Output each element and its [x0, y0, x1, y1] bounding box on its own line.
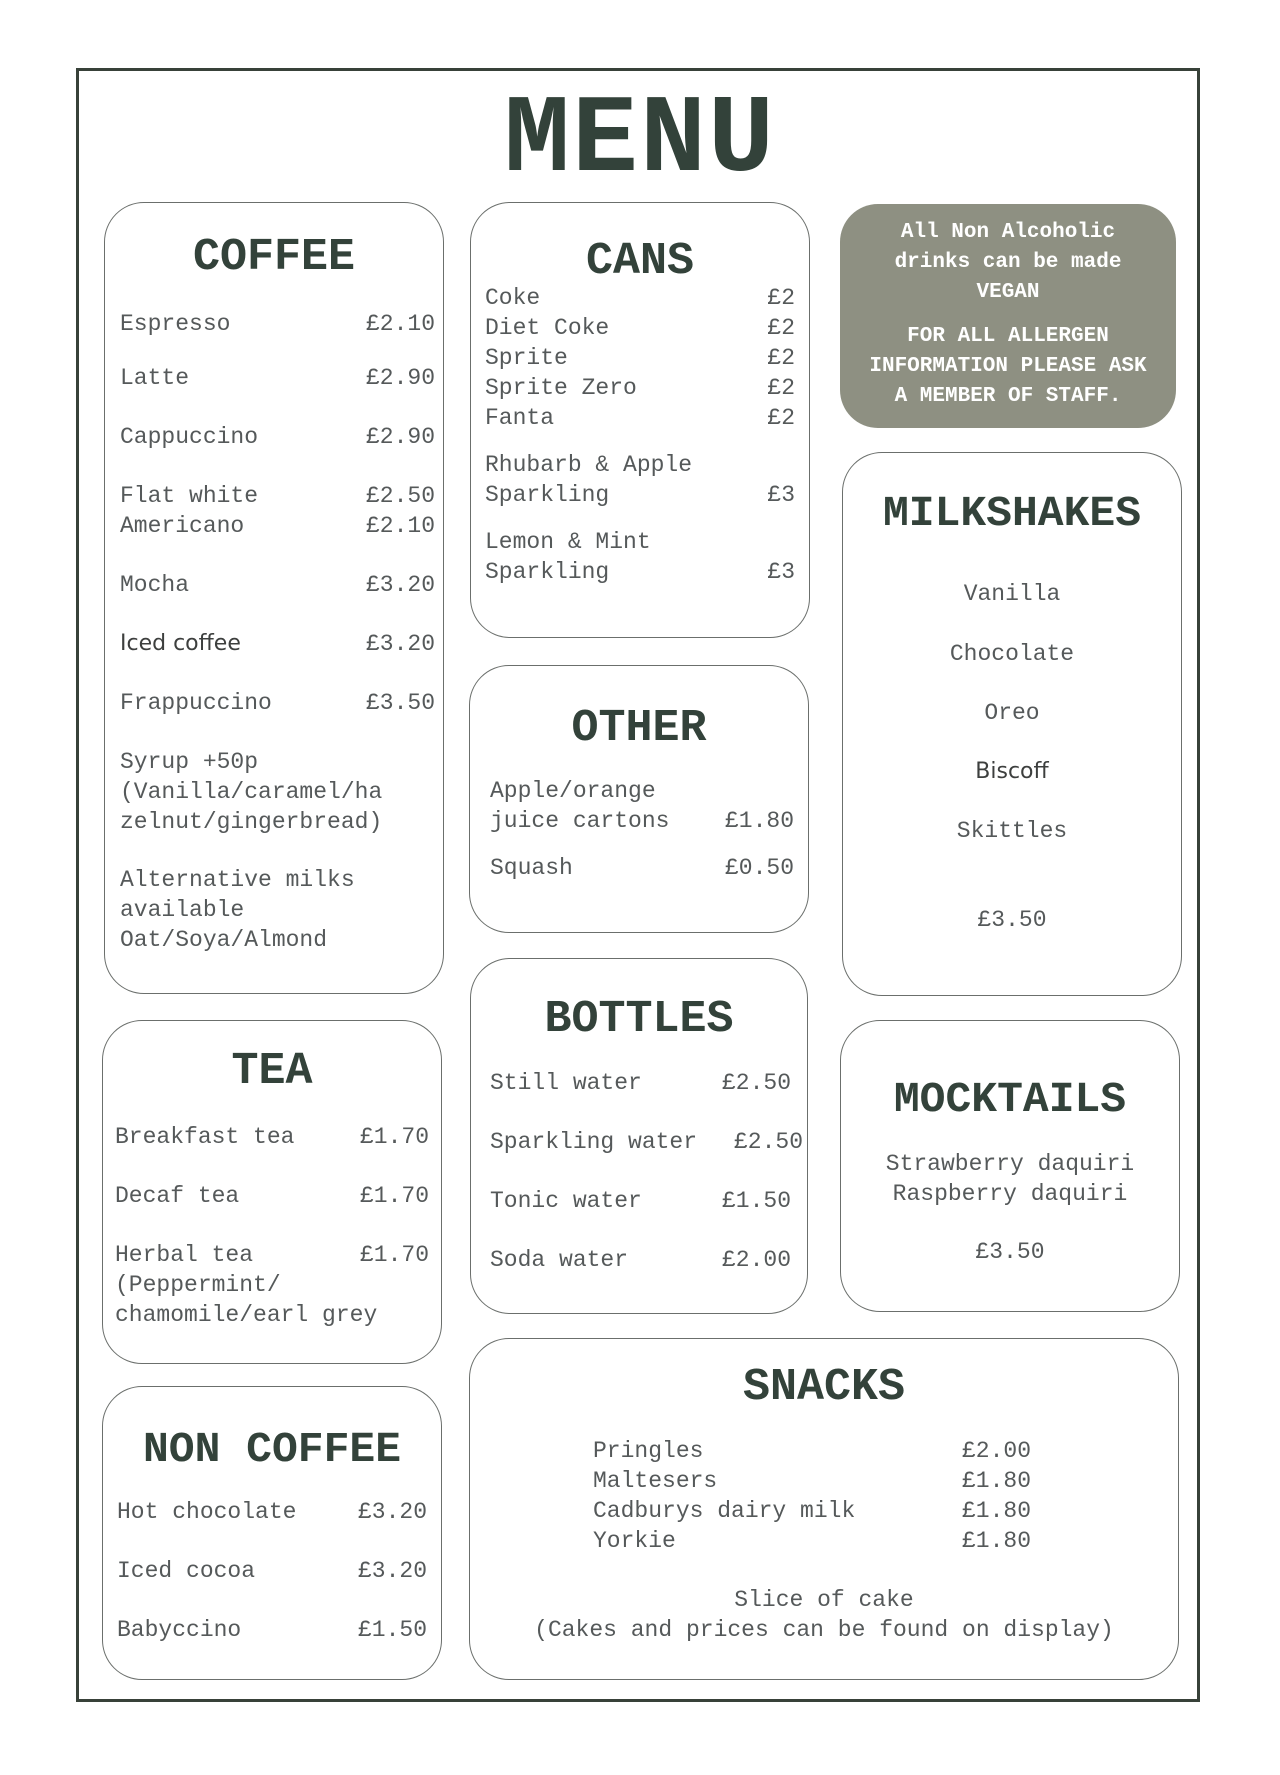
tea-heading: TEA	[231, 1046, 313, 1097]
cans-item-name: Diet Coke	[485, 315, 610, 341]
tea-item-price: £1.70	[359, 1183, 429, 1209]
bottles-heading: BOTTLES	[544, 994, 734, 1045]
coffee-item-name: Frappuccino	[120, 690, 272, 716]
cans-item-price: £2	[767, 315, 795, 341]
cans-item-price: £3	[767, 559, 795, 585]
coffee-item-price: £2.90	[365, 365, 435, 391]
cans-item-price: £2	[767, 345, 795, 371]
menu-title: MENU	[503, 79, 777, 204]
milkshake-flavour: Skittles	[956, 818, 1068, 844]
other-item-name: Squash	[490, 855, 573, 881]
coffee-item-price: £3.50	[365, 690, 435, 716]
other-item-price: £0.50	[724, 855, 794, 881]
tea-item-name: Decaf tea	[115, 1183, 240, 1209]
bottles-section	[470, 958, 808, 1314]
mocktail-price: £3.50	[975, 1239, 1045, 1265]
alternative-milks-note: Alternative milks available Oat/Soya/Almond	[120, 867, 355, 953]
cans-item-price: £2	[767, 285, 795, 311]
non-coffee-heading: NON COFFEE	[142, 1425, 402, 1474]
snacks-item-price: £1.80	[962, 1468, 1032, 1494]
cans-heading: CANS	[585, 236, 695, 287]
coffee-item-price: £2.10	[365, 513, 435, 539]
vegan-note: All Non Alcoholic drinks can be made VEGAN	[894, 221, 1122, 304]
snacks-item-name: Pringles	[593, 1438, 704, 1464]
other-item-price: £1.80	[724, 808, 794, 834]
vegan-allergen-notice	[840, 204, 1176, 428]
snacks-item-name: Yorkie	[593, 1528, 676, 1554]
non-coffee-item-price: £3.20	[357, 1558, 427, 1584]
snacks-item-name: Cadburys dairy milk	[593, 1498, 856, 1524]
cans-item-name: Rhubarb & Apple Sparkling	[485, 452, 693, 508]
non-coffee-item-name: Iced cocoa	[117, 1558, 256, 1584]
non-coffee-item-name: Hot chocolate	[117, 1499, 297, 1525]
bottles-item-price: £2.00	[721, 1247, 791, 1273]
milkshakes-section	[842, 452, 1182, 996]
coffee-section	[104, 202, 444, 994]
cans-item-name: Sprite	[485, 345, 568, 371]
coffee-item-price: £2.90	[365, 424, 435, 450]
coffee-item-name: Cappuccino	[120, 424, 259, 450]
coffee-item-name: Mocha	[120, 572, 190, 598]
mocktails-heading: MOCKTAILS	[893, 1075, 1127, 1124]
other-section	[469, 665, 809, 933]
bottles-item-price: £1.50	[721, 1188, 791, 1214]
bottles-item-name: Soda water	[490, 1247, 629, 1273]
milkshake-flavour: Biscoff	[975, 759, 1049, 784]
coffee-heading: COFFEE	[192, 232, 356, 283]
bottles-item-name: Tonic water	[490, 1188, 642, 1214]
non-coffee-item-name: Babyccino	[117, 1617, 242, 1643]
coffee-item-name: Iced coffee	[120, 631, 241, 656]
cans-section	[470, 202, 810, 638]
tea-item-name: Breakfast tea	[115, 1124, 295, 1150]
coffee-item-name: Americano	[120, 513, 245, 539]
allergen-note: FOR ALL ALLERGEN INFORMATION PLEASE ASK A MEMBER OF STAFF.	[869, 325, 1147, 408]
milkshake-price: £3.50	[977, 907, 1047, 933]
coffee-item-name: Flat white	[120, 483, 259, 509]
bottles-item-price: £2.50	[721, 1070, 791, 1096]
milkshake-flavour: Chocolate	[949, 641, 1075, 667]
bottles-item-name: Still water	[490, 1070, 642, 1096]
cans-item-name: Fanta	[485, 405, 555, 431]
non-coffee-section	[102, 1386, 442, 1680]
coffee-item-price: £2.10	[365, 311, 435, 337]
milkshakes-heading: MILKSHAKES	[882, 489, 1142, 538]
milkshake-flavour: Oreo	[984, 700, 1040, 726]
cans-item-price: £2	[767, 405, 795, 431]
coffee-item-price: £3.20	[365, 631, 435, 657]
tea-item-name: Herbal tea (Peppermint/ chamomile/earl grey	[115, 1242, 378, 1328]
other-heading: OTHER	[571, 703, 707, 754]
other-item-name: Apple/orange juice cartons	[490, 778, 670, 834]
snacks-heading: SNACKS	[742, 1362, 906, 1413]
cans-item-price: £2	[767, 375, 795, 401]
snacks-item-price: £2.00	[962, 1438, 1032, 1464]
non-coffee-item-price: £1.50	[357, 1617, 427, 1643]
tea-section	[102, 1020, 442, 1364]
snacks-item-name: Maltesers	[593, 1468, 718, 1494]
tea-item-price: £1.70	[359, 1242, 429, 1268]
cans-item-name: Lemon & Mint Sparkling	[485, 529, 651, 585]
cans-item-price: £3	[767, 482, 795, 508]
mocktail-item: Strawberry daquiri	[885, 1151, 1135, 1177]
snacks-item-price: £1.80	[962, 1528, 1032, 1554]
coffee-item-name: Latte	[120, 365, 190, 391]
coffee-item-name: Espresso	[120, 311, 231, 337]
bottles-item-price: £2.50	[733, 1129, 803, 1155]
mocktail-item: Raspberry daquiri	[892, 1181, 1128, 1207]
cans-item-name: Coke	[485, 285, 541, 311]
snacks-section	[469, 1338, 1179, 1680]
tea-item-price: £1.70	[359, 1124, 429, 1150]
cake-item: Slice of cake	[734, 1587, 914, 1613]
milkshake-flavour: Vanilla	[963, 581, 1061, 607]
cake-note: (Cakes and prices can be found on display)	[534, 1617, 1114, 1643]
cans-item-name: Sprite Zero	[485, 375, 637, 401]
bottles-item-name: Sparkling water	[490, 1129, 698, 1155]
syrup-note: Syrup +50p (Vanilla/caramel/ha zelnut/gingerbread)	[120, 749, 383, 835]
mocktails-section	[840, 1020, 1180, 1312]
non-coffee-item-price: £3.20	[357, 1499, 427, 1525]
coffee-item-price: £3.20	[365, 572, 435, 598]
snacks-item-price: £1.80	[962, 1498, 1032, 1524]
coffee-item-price: £2.50	[365, 483, 435, 509]
